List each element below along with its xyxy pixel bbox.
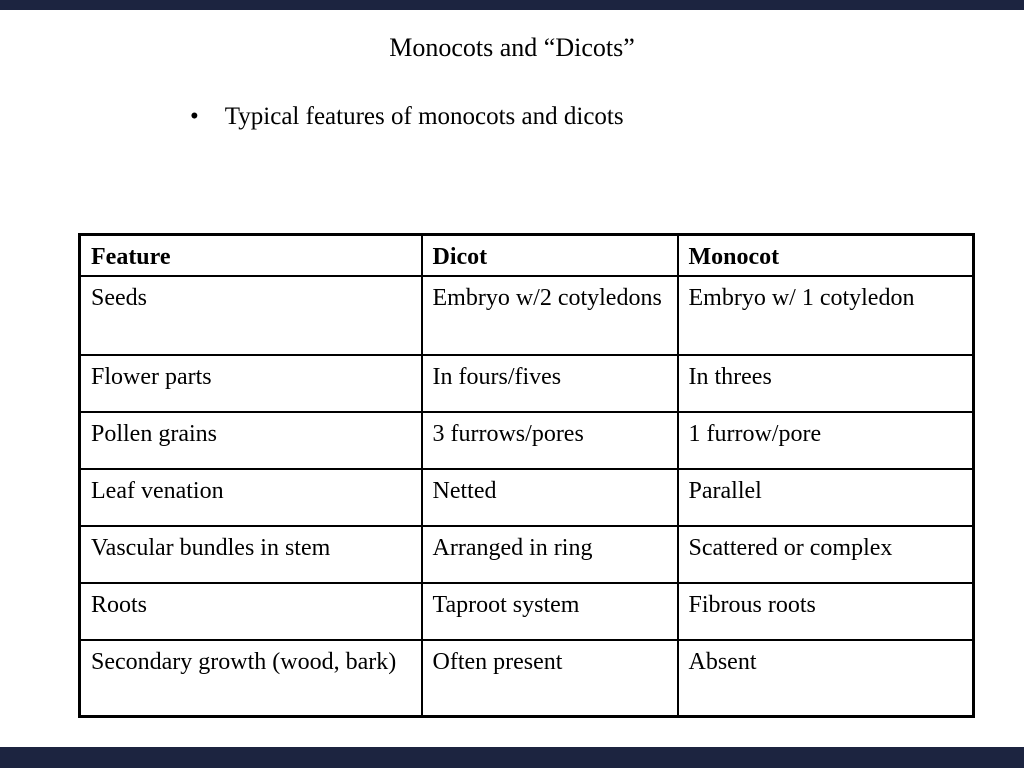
table-row-roots <box>80 583 974 640</box>
cell-feature: Leaf venation <box>80 469 422 526</box>
cell-feature: Flower parts <box>80 355 422 412</box>
cell-feature: Seeds <box>80 276 422 355</box>
cell-monocot: Parallel <box>678 469 974 526</box>
header-row <box>80 235 974 276</box>
features-comparison-table <box>78 233 975 718</box>
cell-monocot: 1 furrow/pore <box>678 412 974 469</box>
cell-dicot: Netted <box>422 469 678 526</box>
cell-feature: Vascular bundles in stem <box>80 526 422 583</box>
cell-monocot: Embryo w/ 1 cotyledon <box>678 276 974 355</box>
bottom-frame-bar <box>0 747 1024 768</box>
table-row-secondary-growth <box>80 640 974 717</box>
cell-monocot: Absent <box>678 640 974 717</box>
cell-dicot: Taproot system <box>422 583 678 640</box>
table-row-seeds <box>80 276 974 355</box>
cell-dicot: In fours/fives <box>422 355 678 412</box>
column-header-feature: Feature <box>80 235 422 276</box>
table-row-leaf-venation <box>80 469 974 526</box>
cell-monocot: Scattered or complex <box>678 526 974 583</box>
cell-dicot: 3 furrows/pores <box>422 412 678 469</box>
cell-feature: Roots <box>80 583 422 640</box>
cell-dicot: Embryo w/2 cotyledons <box>422 276 678 355</box>
top-frame-bar <box>0 0 1024 10</box>
column-header-dicot: Dicot <box>422 235 678 276</box>
cell-feature: Secondary growth (wood, bark) <box>80 640 422 717</box>
cell-dicot: Often present <box>422 640 678 717</box>
bullet-line <box>190 101 624 133</box>
cell-monocot: Fibrous roots <box>678 583 974 640</box>
table-row-vascular-bundles <box>80 526 974 583</box>
column-header-monocot: Monocot <box>678 235 974 276</box>
cell-dicot: Arranged in ring <box>422 526 678 583</box>
table-row-flower-parts <box>80 355 974 412</box>
table-row-pollen-grains <box>80 412 974 469</box>
bullet-icon: • <box>190 103 199 130</box>
cell-monocot: In threes <box>678 355 974 412</box>
bullet-text: Typical features of monocots and dicots <box>224 103 624 130</box>
cell-feature: Pollen grains <box>80 412 422 469</box>
slide-title: Monocots and “Dicots” <box>389 33 635 62</box>
